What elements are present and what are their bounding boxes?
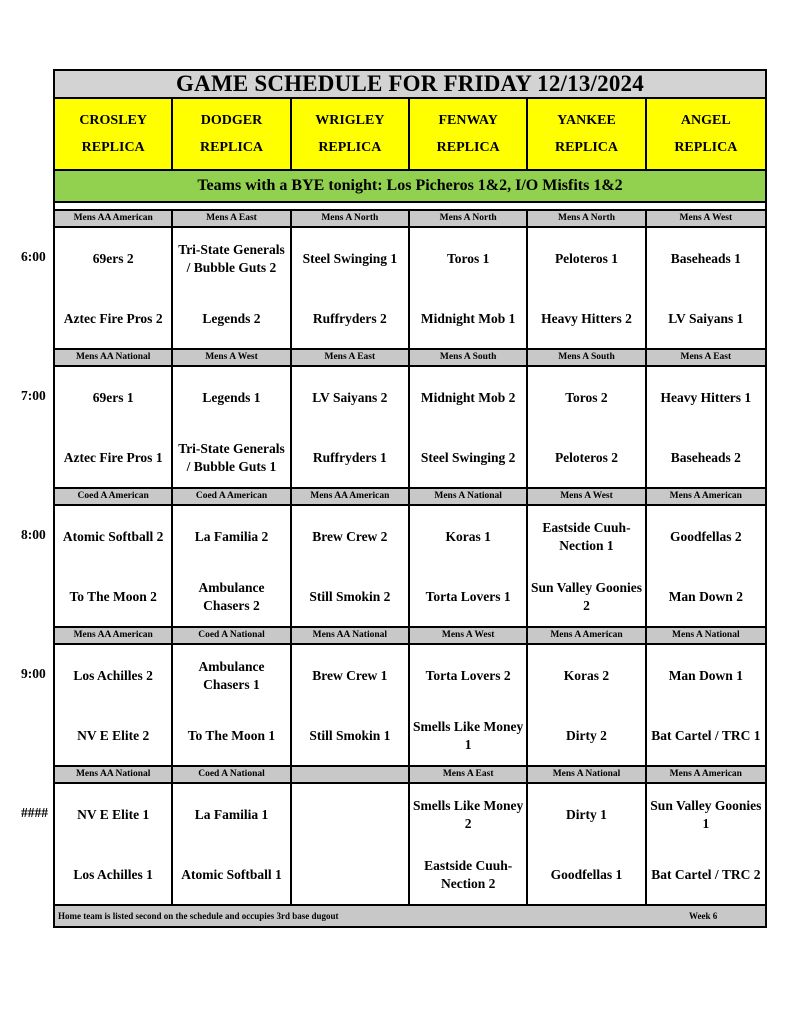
division-label: Mens A West (410, 628, 528, 643)
game-cell (528, 784, 646, 904)
division-label: Mens A American (669, 769, 742, 779)
division-label: Mens A East (410, 767, 528, 782)
home-team: To The Moon 1 (187, 728, 276, 743)
game-cell (410, 784, 528, 904)
field-name: ANGEL (680, 113, 731, 128)
away-team: Legends 1 (202, 390, 261, 405)
games-row (55, 228, 765, 350)
game-cell (528, 506, 646, 626)
field-type: REPLICA (674, 140, 738, 155)
field-type: REPLICA (81, 140, 145, 155)
game-cell (410, 506, 528, 626)
home-team: Bat Cartel / TRC 2 (651, 867, 761, 882)
division-label: Mens AA American (55, 211, 173, 226)
home-team: Heavy Hitters 2 (541, 311, 632, 326)
game-cell (292, 367, 410, 487)
home-team: Aztec Fire Pros 1 (63, 450, 163, 465)
footer-row (55, 906, 765, 926)
division-label: Coed A American (173, 489, 291, 504)
away-team: Dirty 1 (566, 807, 607, 822)
division-label: Mens A West (679, 213, 733, 223)
division-label: Mens A West (173, 350, 291, 365)
away-team: Koras 2 (563, 668, 610, 683)
home-team: Midnight Mob 1 (420, 311, 516, 326)
division-label: Coed A National (173, 628, 291, 643)
home-team: Man Down 2 (668, 589, 743, 604)
away-team: Sun Valley Goonies 1 (650, 798, 762, 831)
division-row (55, 489, 765, 506)
home-team: Torta Lovers 1 (425, 589, 511, 604)
field-header-yankee (528, 99, 646, 169)
division-label: Mens AA American (292, 489, 410, 504)
away-team: Brew Crew 2 (312, 529, 388, 544)
away-team: Ambulance Chasers 1 (198, 659, 265, 692)
home-team: Atomic Softball 1 (181, 867, 282, 882)
away-team: Midnight Mob 2 (420, 390, 516, 405)
field-name: YANKEE (557, 113, 616, 128)
home-team: Steel Swinging 2 (420, 450, 516, 465)
away-team: Man Down 1 (668, 668, 743, 683)
game-cell (292, 784, 410, 904)
games-row (55, 645, 765, 767)
home-team: Smells Like Money 1 (413, 719, 524, 752)
division-row (55, 211, 765, 228)
week-label: Week 6 (689, 911, 718, 921)
game-cell (55, 367, 173, 487)
field-type: REPLICA (554, 140, 618, 155)
home-team: To The Moon 2 (69, 589, 157, 604)
away-team: Toros 2 (565, 390, 608, 405)
game-cell (528, 645, 646, 765)
games-row (55, 506, 765, 628)
field-type: REPLICA (199, 140, 263, 155)
field-name: FENWAY (438, 113, 498, 128)
home-team: Dirty 2 (566, 728, 607, 743)
division-label: Mens A East (292, 350, 410, 365)
field-header-dodger (173, 99, 291, 169)
away-team: Eastside Cuuh-Nection 1 (542, 520, 631, 553)
division-row (55, 767, 765, 784)
game-cell (55, 506, 173, 626)
time-label: 7:00 (21, 388, 46, 403)
time-label: #### (21, 805, 48, 820)
division-label: Mens A South (410, 350, 528, 365)
field-header-wrigley (292, 99, 410, 169)
field-type: REPLICA (318, 140, 382, 155)
away-team: Atomic Softball 2 (62, 529, 164, 544)
game-cell (647, 506, 765, 626)
game-cell (647, 645, 765, 765)
home-team: LV Saiyans 1 (668, 311, 744, 326)
time-label: 9:00 (21, 666, 46, 681)
away-team: NV E Elite 1 (77, 807, 150, 822)
division-label: Mens A South (528, 350, 646, 365)
division-row (55, 350, 765, 367)
away-team: Brew Crew 1 (312, 668, 388, 683)
game-cell (55, 228, 173, 348)
division-label: Mens A North (528, 211, 646, 226)
away-team: 69ers 1 (92, 390, 134, 405)
game-cell (292, 228, 410, 348)
game-cell (55, 645, 173, 765)
division-label (292, 767, 410, 782)
home-team: Tri-State Generals / Bubble Guts 1 (178, 441, 285, 474)
division-label: Mens A National (410, 489, 528, 504)
home-team: Aztec Fire Pros 2 (63, 311, 163, 326)
home-team: Still Smokin 1 (309, 728, 391, 743)
away-team: Los Achilles 2 (73, 668, 153, 683)
home-team: Sun Valley Goonies 2 (530, 580, 643, 613)
home-team: Los Achilles 1 (73, 867, 153, 882)
division-label: Mens AA National (55, 767, 173, 782)
away-team (292, 787, 408, 843)
home-team: Baseheads 2 (670, 450, 741, 465)
game-cell (173, 228, 291, 348)
division-label: Mens A West (528, 489, 646, 504)
home-team: Ruffryders 1 (312, 450, 387, 465)
games-row (55, 784, 765, 906)
away-team: Koras 1 (445, 529, 491, 544)
away-team: Steel Swinging 1 (302, 251, 398, 266)
division-label: Coed A National (173, 767, 291, 782)
home-team: NV E Elite 2 (77, 728, 150, 743)
time-slots (55, 211, 765, 906)
home-team: Bat Cartel / TRC 1 (651, 728, 761, 743)
field-header-fenway (410, 99, 528, 169)
division-label: Mens A North (292, 211, 410, 226)
field-name: DODGER (200, 113, 263, 128)
away-team: Smells Like Money 2 (413, 798, 524, 831)
away-team: Tri-State Generals / Bubble Guts 2 (178, 242, 285, 275)
game-cell (528, 367, 646, 487)
home-team (292, 847, 408, 903)
games-row (55, 367, 765, 489)
game-cell (647, 784, 765, 904)
division-label: Mens A East (173, 211, 291, 226)
game-cell (410, 645, 528, 765)
home-team: Legends 2 (202, 311, 261, 326)
game-cell (173, 784, 291, 904)
division-label: Mens A North (410, 211, 528, 226)
game-cell (292, 506, 410, 626)
home-team: Ambulance Chasers 2 (198, 580, 265, 613)
game-cell (173, 367, 291, 487)
home-team: Ruffryders 2 (312, 311, 387, 326)
away-team: Baseheads 1 (670, 251, 741, 266)
home-team: Still Smokin 2 (309, 589, 391, 604)
away-team: 69ers 2 (92, 251, 134, 266)
home-team: Goodfellas 1 (550, 867, 623, 882)
away-team: Torta Lovers 2 (425, 668, 511, 683)
game-cell (410, 228, 528, 348)
away-team: Heavy Hitters 1 (660, 390, 752, 405)
away-team: LV Saiyans 2 (312, 390, 388, 405)
away-team: La Familia 2 (194, 529, 269, 544)
home-team: Peloteros 2 (554, 450, 619, 465)
away-team: Goodfellas 2 (670, 529, 742, 544)
division-label: Mens A American (528, 628, 646, 643)
division-label: Mens AA National (292, 628, 410, 643)
spacer-row (55, 203, 765, 211)
schedule-sheet (53, 69, 767, 928)
footer-note: Home team is listed second on the schedule and occupies 3rd base dugout (58, 911, 339, 921)
division-label: Mens A East (680, 352, 732, 362)
field-name: WRIGLEY (315, 113, 385, 128)
away-team: Toros 1 (446, 251, 490, 266)
division-row (55, 628, 765, 645)
game-cell (55, 784, 173, 904)
time-label: 8:00 (21, 527, 46, 542)
game-cell (647, 367, 765, 487)
game-cell (528, 228, 646, 348)
game-cell (410, 367, 528, 487)
field-name: CROSLEY (79, 113, 147, 128)
field-header-row (55, 99, 765, 171)
home-team: Eastside Cuuh-Nection 2 (424, 858, 513, 891)
page-title: GAME SCHEDULE FOR FRIDAY 12/13/2024 (55, 71, 765, 99)
field-header-crosley (55, 99, 173, 169)
division-label: Mens A National (672, 630, 740, 640)
game-cell (173, 645, 291, 765)
bye-banner: Teams with a BYE tonight: Los Picheros 1&2, I/O Misfits 1&2 (55, 171, 765, 203)
away-team: La Familia 1 (194, 807, 269, 822)
field-header-angel (647, 99, 765, 169)
division-label: Coed A American (55, 489, 173, 504)
division-label: Mens AA American (55, 628, 173, 643)
game-cell (292, 645, 410, 765)
game-cell (647, 228, 765, 348)
away-team: Peloteros 1 (554, 251, 619, 266)
division-label: Mens A American (669, 491, 742, 501)
time-label: 6:00 (21, 249, 46, 264)
division-label: Mens A National (528, 767, 646, 782)
game-cell (173, 506, 291, 626)
field-type: REPLICA (436, 140, 500, 155)
division-label: Mens AA National (55, 350, 173, 365)
